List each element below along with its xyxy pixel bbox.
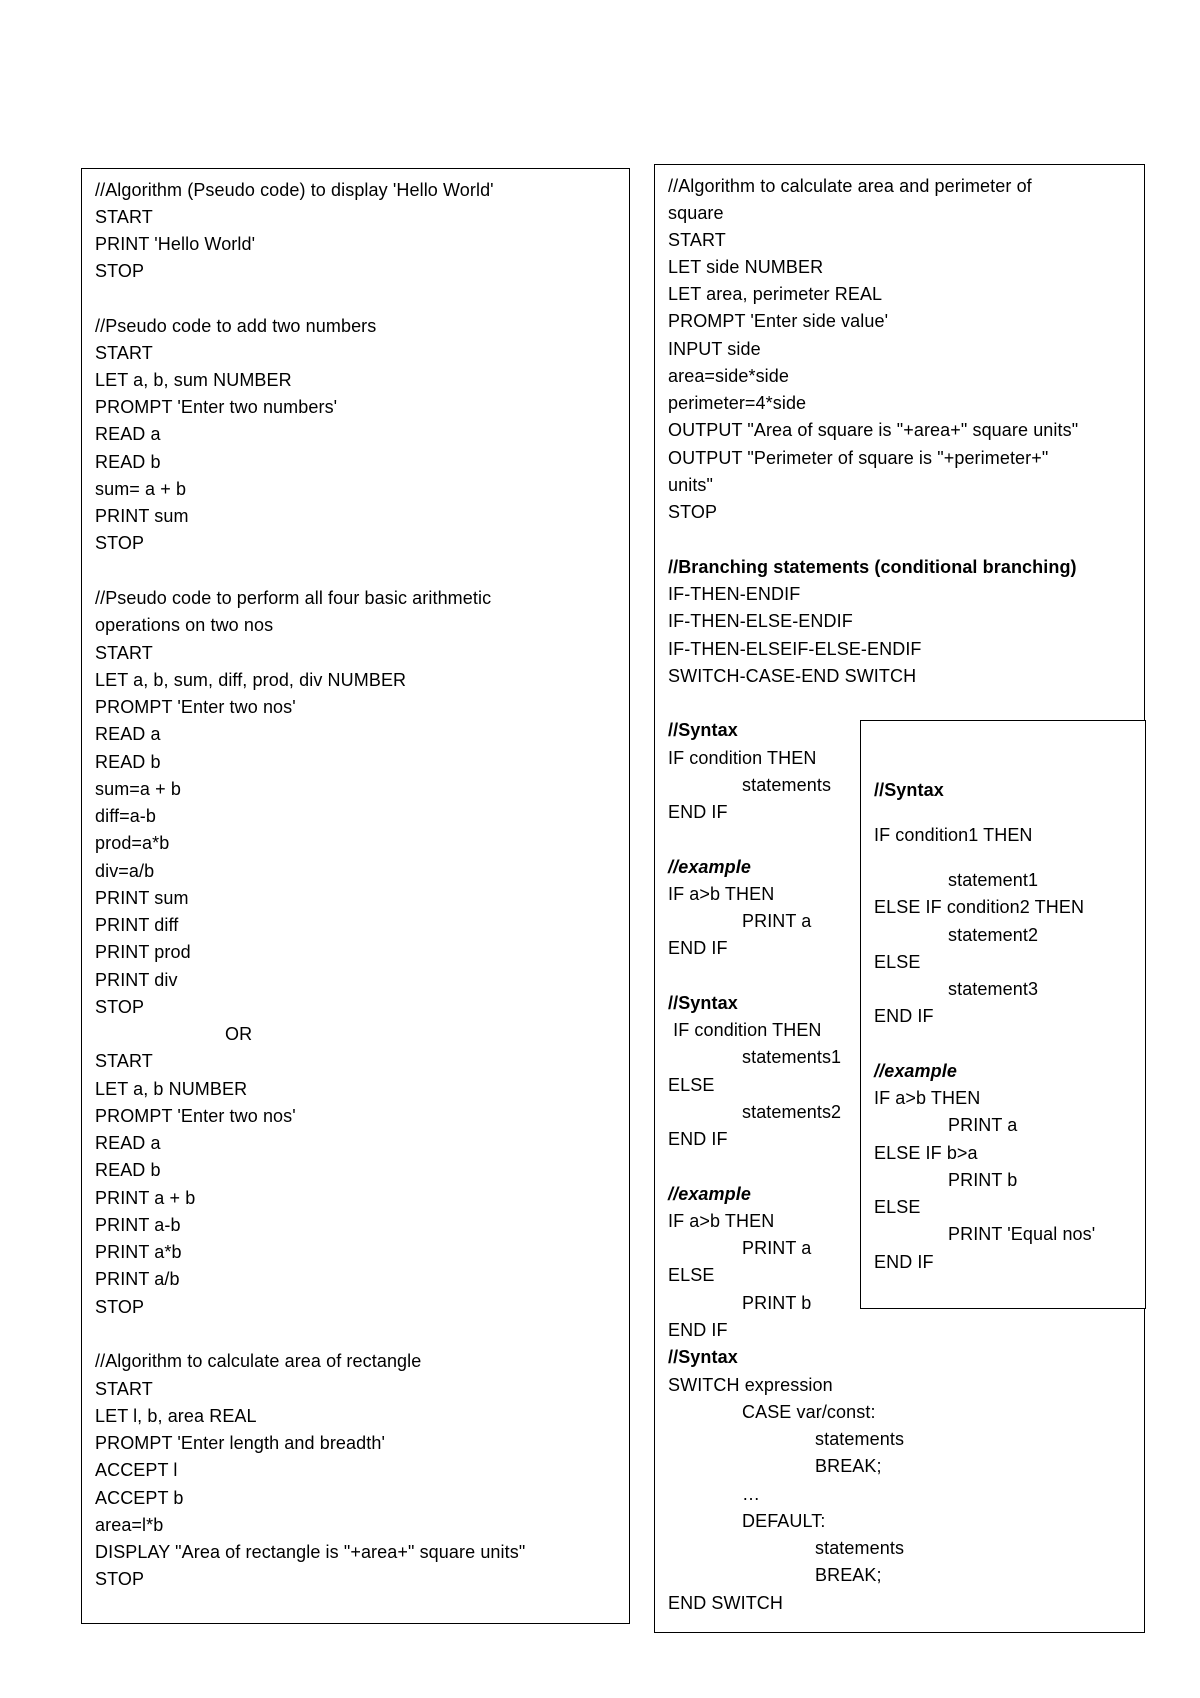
code-line: PRINT diff: [95, 915, 179, 935]
code-line: prod=a*b: [95, 833, 170, 853]
code-line: ACCEPT b: [95, 1488, 184, 1508]
add-two-heading: //Pseudo code to add two numbers: [95, 316, 377, 336]
code-line: PROMPT 'Enter two numbers': [95, 397, 338, 417]
left-code-box: [81, 168, 630, 1624]
ifelse-example-label: //example: [668, 1184, 751, 1204]
code-line: PRINT a: [742, 1238, 812, 1258]
code-line: …: [742, 1484, 761, 1504]
code-line: IF-THEN-ELSEIF-ELSE-ENDIF: [668, 639, 922, 659]
code-line: IF a>b THEN: [668, 1211, 775, 1231]
code-line: START: [95, 343, 153, 363]
code-line: END IF: [874, 1252, 934, 1272]
code-line: PRINT b: [742, 1293, 812, 1313]
code-line: PRINT prod: [95, 942, 191, 962]
code-line: statements: [742, 775, 832, 795]
code-line: IF a>b THEN: [874, 1088, 981, 1108]
code-line: PRINT a*b: [95, 1242, 182, 1262]
code-line: PRINT a/b: [95, 1269, 180, 1289]
code-line: DISPLAY "Area of rectangle is "+area+" square units": [95, 1542, 526, 1562]
code-line: STOP: [95, 533, 145, 553]
square-heading-line1: //Algorithm to calculate area and perimeter of: [668, 176, 1032, 196]
code-line: LET a, b NUMBER: [95, 1079, 248, 1099]
ifelse-syntax-label: //Syntax: [668, 993, 738, 1013]
code-line: READ a: [95, 1133, 161, 1153]
code-line: statement2: [948, 925, 1039, 945]
code-line: PRINT a: [742, 911, 812, 931]
code-line: ACCEPT l: [95, 1460, 178, 1480]
code-line: BREAK;: [815, 1565, 882, 1585]
code-line: DEFAULT:: [742, 1511, 826, 1531]
code-line: SWITCH expression: [668, 1375, 833, 1395]
code-line: PRINT 'Hello World': [95, 234, 256, 254]
code-line: LET area, perimeter REAL: [668, 284, 883, 304]
code-line: diff=a-b: [95, 806, 157, 826]
code-line: ELSE: [668, 1075, 715, 1095]
code-line: IF condition THEN: [668, 748, 817, 768]
code-line: START: [95, 207, 153, 227]
code-line: LET a, b, sum, diff, prod, div NUMBER: [95, 670, 407, 690]
if-example-label: //example: [668, 857, 751, 877]
code-line: READ a: [95, 724, 161, 744]
code-line: PROMPT 'Enter length and breadth': [95, 1433, 385, 1453]
code-line: READ b: [95, 752, 161, 772]
code-line: area=l*b: [95, 1515, 164, 1535]
branching-heading: //Branching statements (conditional branching): [668, 557, 1077, 577]
code-line: IF condition1 THEN: [874, 825, 1033, 845]
code-line: units": [668, 475, 714, 495]
code-line: START: [668, 230, 726, 250]
code-line: sum=a + b: [95, 779, 181, 799]
code-line: PROMPT 'Enter two nos': [95, 697, 296, 717]
code-line: PRINT b: [948, 1170, 1018, 1190]
square-heading-line2: square: [668, 203, 724, 223]
code-line: SWITCH-CASE-END SWITCH: [668, 666, 917, 686]
code-line: END IF: [668, 802, 728, 822]
code-line: ELSE: [874, 1197, 921, 1217]
code-line: OUTPUT "Perimeter of square is "+perimeter+": [668, 448, 1049, 468]
rectangle-heading: //Algorithm to calculate area of rectangle: [95, 1351, 422, 1371]
switch-syntax-label: //Syntax: [668, 1347, 738, 1367]
code-line: END IF: [668, 1129, 728, 1149]
inset-example-label: //example: [874, 1061, 957, 1081]
code-line: perimeter=4*side: [668, 393, 807, 413]
code-line: ELSE IF b>a: [874, 1143, 978, 1163]
code-line: statement1: [948, 870, 1039, 890]
code-line: ELSE: [668, 1265, 715, 1285]
code-line: STOP: [668, 502, 718, 522]
hello-world-heading: //Algorithm (Pseudo code) to display 'Hello World': [95, 180, 494, 200]
code-line: STOP: [95, 1297, 145, 1317]
if-syntax-label: //Syntax: [668, 720, 738, 740]
code-line: PROMPT 'Enter two nos': [95, 1106, 296, 1126]
code-line: PRINT a + b: [95, 1188, 196, 1208]
code-line: END IF: [668, 938, 728, 958]
code-line: statements: [815, 1429, 905, 1449]
code-line: sum= a + b: [95, 479, 187, 499]
code-line: IF-THEN-ELSE-ENDIF: [668, 611, 853, 631]
code-line: START: [95, 1051, 153, 1071]
code-line: CASE var/const:: [742, 1402, 876, 1422]
code-line: READ b: [95, 452, 161, 472]
code-line: ELSE IF condition2 THEN: [874, 897, 1085, 917]
code-line: LET l, b, area REAL: [95, 1406, 257, 1426]
code-line: START: [95, 643, 153, 663]
code-line: statements2: [742, 1102, 842, 1122]
code-line: PRINT sum: [95, 506, 189, 526]
code-line: STOP: [95, 1569, 145, 1589]
code-line: END IF: [668, 1320, 728, 1340]
code-line: PRINT a: [948, 1115, 1018, 1135]
code-line: STOP: [95, 261, 145, 281]
code-line: PRINT div: [95, 970, 178, 990]
code-line: IF-THEN-ENDIF: [668, 584, 801, 604]
code-line: END SWITCH: [668, 1593, 783, 1613]
code-line: READ b: [95, 1160, 161, 1180]
inset-code-box: [860, 720, 1146, 1309]
code-line: statements: [815, 1538, 905, 1558]
code-line: area=side*side: [668, 366, 789, 386]
code-line: STOP: [95, 997, 145, 1017]
code-line: LET side NUMBER: [668, 257, 824, 277]
code-line: div=a/b: [95, 861, 155, 881]
code-line: PRINT 'Equal nos': [948, 1224, 1096, 1244]
code-line: BREAK;: [815, 1456, 882, 1476]
arithmetic-heading-line2: operations on two nos: [95, 615, 274, 635]
code-line: ELSE: [874, 952, 921, 972]
code-line: statements1: [742, 1047, 842, 1067]
code-line: statement3: [948, 979, 1039, 999]
code-line: INPUT side: [668, 339, 761, 359]
code-line: LET a, b, sum NUMBER: [95, 370, 292, 390]
code-line: OUTPUT "Area of square is "+area+" square units": [668, 420, 1079, 440]
code-line: READ a: [95, 424, 161, 444]
code-line: IF a>b THEN: [668, 884, 775, 904]
arithmetic-heading-line1: //Pseudo code to perform all four basic arithmetic: [95, 588, 492, 608]
or-separator: OR: [225, 1024, 253, 1044]
code-line: END IF: [874, 1006, 934, 1026]
inset-syntax-label: //Syntax: [874, 780, 944, 800]
code-line: IF condition THEN: [668, 1020, 822, 1040]
code-line: PRINT a-b: [95, 1215, 181, 1235]
code-line: START: [95, 1379, 153, 1399]
code-line: PRINT sum: [95, 888, 189, 908]
code-line: PROMPT 'Enter side value': [668, 311, 889, 331]
